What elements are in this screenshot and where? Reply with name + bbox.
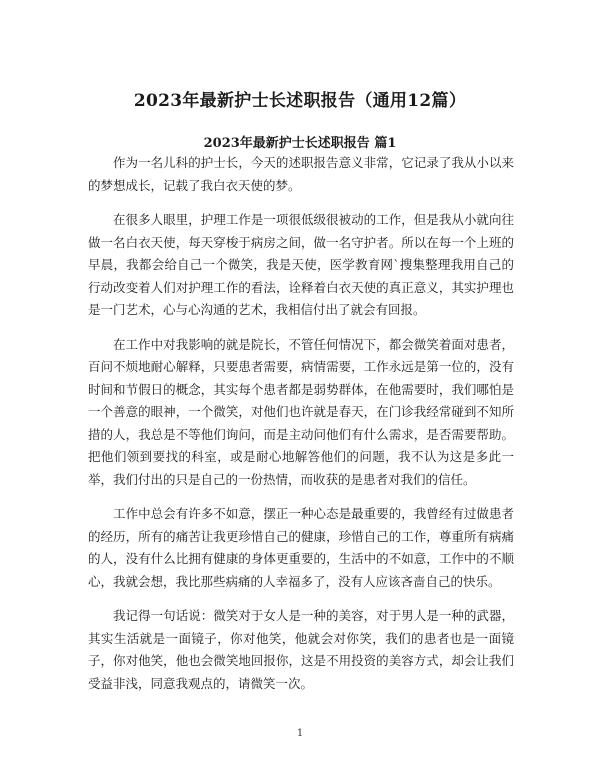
paragraph: 我记得一句话说：微笑对于女人是一种的美容，对于男人是一种的武器，其实生活就是一面镜子，你对他笑，他就会对你笑，我们的患者也是一面镜子，你对他笑，他也会微笑地回报你，这是不用投资的美容方式，却会让我们受益非浅，同意我观点的，请微笑一次。 bbox=[88, 608, 514, 691]
document-body bbox=[88, 152, 514, 707]
document-title: 2023年最新护士长述职报告（通用12篇） bbox=[133, 91, 467, 111]
page-number: 1 bbox=[296, 728, 304, 739]
paragraph: 作为一名儿科的护士长，今天的述职报告意义非常，它记录了我从小以来的梦想成长，记载了我白衣天使的梦。 bbox=[88, 155, 514, 193]
paragraph: 在工作中对我影响的就是院长，不管任何情况下，都会微笑着面对患者，百问不烦地耐心解释，只要患者需要，病情需要，工作永远是第一位的，没有时间和节假日的概念，其实每个患者都是弱势群体，在他需要时，我们哪怕是一个善意的眼神，一个微笑，对他们也许就是春天，在门诊我经常碰到不知所措的人，我总是不等他们询问，而是主动问他们有什么需求，是否需要帮助。把他们领到要找的科室，或是耐心地解答他们的问题，我不认为这是多此一举，我们付出的只是自己的一份热情，而收获的是患者对我们的信任。 bbox=[88, 336, 514, 487]
paragraph: 在很多人眼里，护理工作是一项很低级很被动的工作，但是我从小就向往做一名白衣天使，每天穿梭于病房之间，做一名守护者。所以在每一个上班的早晨，我都会给自己一个微笑，我是天使，医学教育网`搜集整理我用自己的行动改变着人们对护理工作的看法，诠释着白衣天使的真正意义，其实护理也是一门艺术，心与心沟通的艺术，我相信付出了就会有回报。 bbox=[88, 212, 514, 317]
paragraph: 工作中总会有许多不如意，摆正一种心态是最重要的，我曾经有过做患者的经历，所有的痛苦让我更珍惜自己的健康，珍惜自己的工作，尊重所有病痛的人，没有什么比拥有健康的身体更重要的，生活中的不如意，工作中的不顺心，我就会想，我比那些病痛的人幸福多了，没有人应该吝啬自己的快乐。 bbox=[88, 506, 514, 589]
section-title: 2023年最新护士长述职报告 篇1 bbox=[203, 136, 397, 151]
